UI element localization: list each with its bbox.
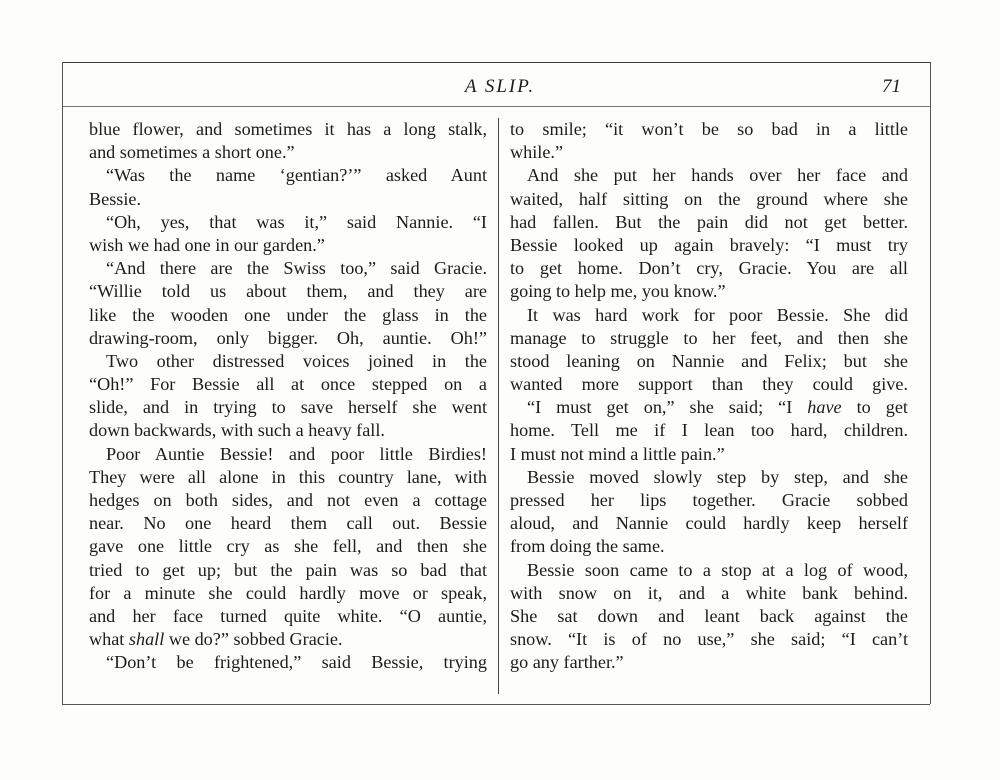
text-line: from doing the same. (510, 536, 665, 557)
text-line: pressed her lips together. Gracie sobbed (510, 490, 908, 510)
text-line: down backwards, with such a heavy fall. (89, 420, 385, 441)
emphasis-text: shall (128, 629, 165, 650)
running-title: A SLIP. (464, 76, 536, 97)
text-line: She sat down and leant back against the (510, 605, 908, 626)
text-line: “Oh, yes, that was it,” said Nannie. “I (106, 211, 487, 232)
right-border (930, 62, 931, 704)
text-line: “Don’t be frightened,” said Bessie, trying (106, 652, 487, 673)
text-line: And she put her hands over her face and (527, 165, 908, 186)
emphasis-text: have (807, 397, 842, 418)
text-line (510, 396, 908, 419)
text-line: I must not mind a little pain.” (510, 443, 725, 464)
text-line: wanted more support than they could give. (510, 374, 908, 395)
text-line: had fallen. But the pain did not get better. (510, 211, 908, 232)
text-line: to smile; “it won’t be so bad in a little (510, 119, 908, 139)
text-line: stood leaning on Nannie and Felix; but she (510, 350, 908, 371)
header-rule (62, 106, 930, 107)
text-segment: “I must get on,” she said; “I (527, 397, 808, 418)
page-number: 71 (882, 76, 901, 97)
text-line: blue flower, and sometimes it has a long stalk, (89, 119, 487, 139)
text-line: Bessie soon came to a stop at a log of wood, (527, 559, 908, 580)
text-line: Bessie. (89, 188, 142, 209)
text-line: aloud, and Nannie could hardly keep herself (510, 513, 908, 534)
text-line: wish we had one in our garden.” (89, 234, 325, 255)
text-line: Bessie looked up again bravely: “I must try (510, 234, 908, 255)
text-line: slide, and in trying to save herself she went (89, 397, 487, 418)
text-line: hedges on both sides, and not even a cottage (89, 490, 487, 510)
text-segment: what (89, 629, 129, 650)
text-line: It was hard work for poor Bessie. She did (527, 304, 908, 325)
text-line: drawing-room, only bigger. Oh, auntie. Oh!” (89, 327, 487, 348)
text-line: They were all alone in this country lane, with (89, 466, 487, 487)
text-line: like the wooden one under the glass in the (89, 304, 487, 325)
text-line: Two other distressed voices joined in the (106, 350, 487, 371)
text-line: “Oh!” For Bessie all at once stepped on a (89, 374, 487, 395)
column-divider (498, 118, 499, 694)
text-line: manage to struggle to her feet, and then she (510, 327, 908, 348)
text-line: “Was the name ‘gentian?’” asked Aunt (106, 165, 487, 186)
text-line: for a minute she could hardly move or speak, (89, 582, 487, 603)
text-line: to get home. Don’t cry, Gracie. You are all (510, 258, 908, 279)
text-line: gave one little cry as she fell, and then she (89, 536, 487, 557)
text-line: while.” (510, 142, 564, 163)
text-line: Bessie moved slowly step by step, and she (527, 466, 908, 487)
text-segment: we do?” sobbed Gracie. (164, 629, 343, 650)
bottom-border (62, 704, 930, 705)
text-line: near. No one heard them call out. Bessie (89, 513, 487, 534)
text-line: Poor Auntie Bessie! and poor little Birdies! (106, 443, 487, 464)
text-line: “And there are the Swiss too,” said Gracie. (106, 258, 487, 279)
text-line: going to help me, you know.” (510, 281, 726, 302)
text-line: and sometimes a short one.” (89, 142, 295, 163)
left-text-column (89, 118, 487, 675)
text-line: snow. “It is of no use,” she said; “I can’t (510, 629, 908, 650)
text-segment: to get (841, 397, 908, 418)
text-line: home. Tell me if I lean too hard, children. (510, 420, 908, 441)
text-line: and her face turned quite white. “O auntie, (89, 605, 487, 626)
top-border (62, 62, 930, 63)
text-line: go any farther.” (510, 652, 624, 673)
left-border (62, 62, 63, 704)
text-line: waited, half sitting on the ground where she (510, 188, 908, 209)
text-line (89, 628, 487, 651)
right-text-column (510, 118, 908, 675)
text-line: “Willie told us about them, and they are (89, 281, 487, 302)
text-line: with snow on it, and a white bank behind. (510, 582, 908, 603)
text-line: tried to get up; but the pain was so bad that (89, 559, 487, 580)
